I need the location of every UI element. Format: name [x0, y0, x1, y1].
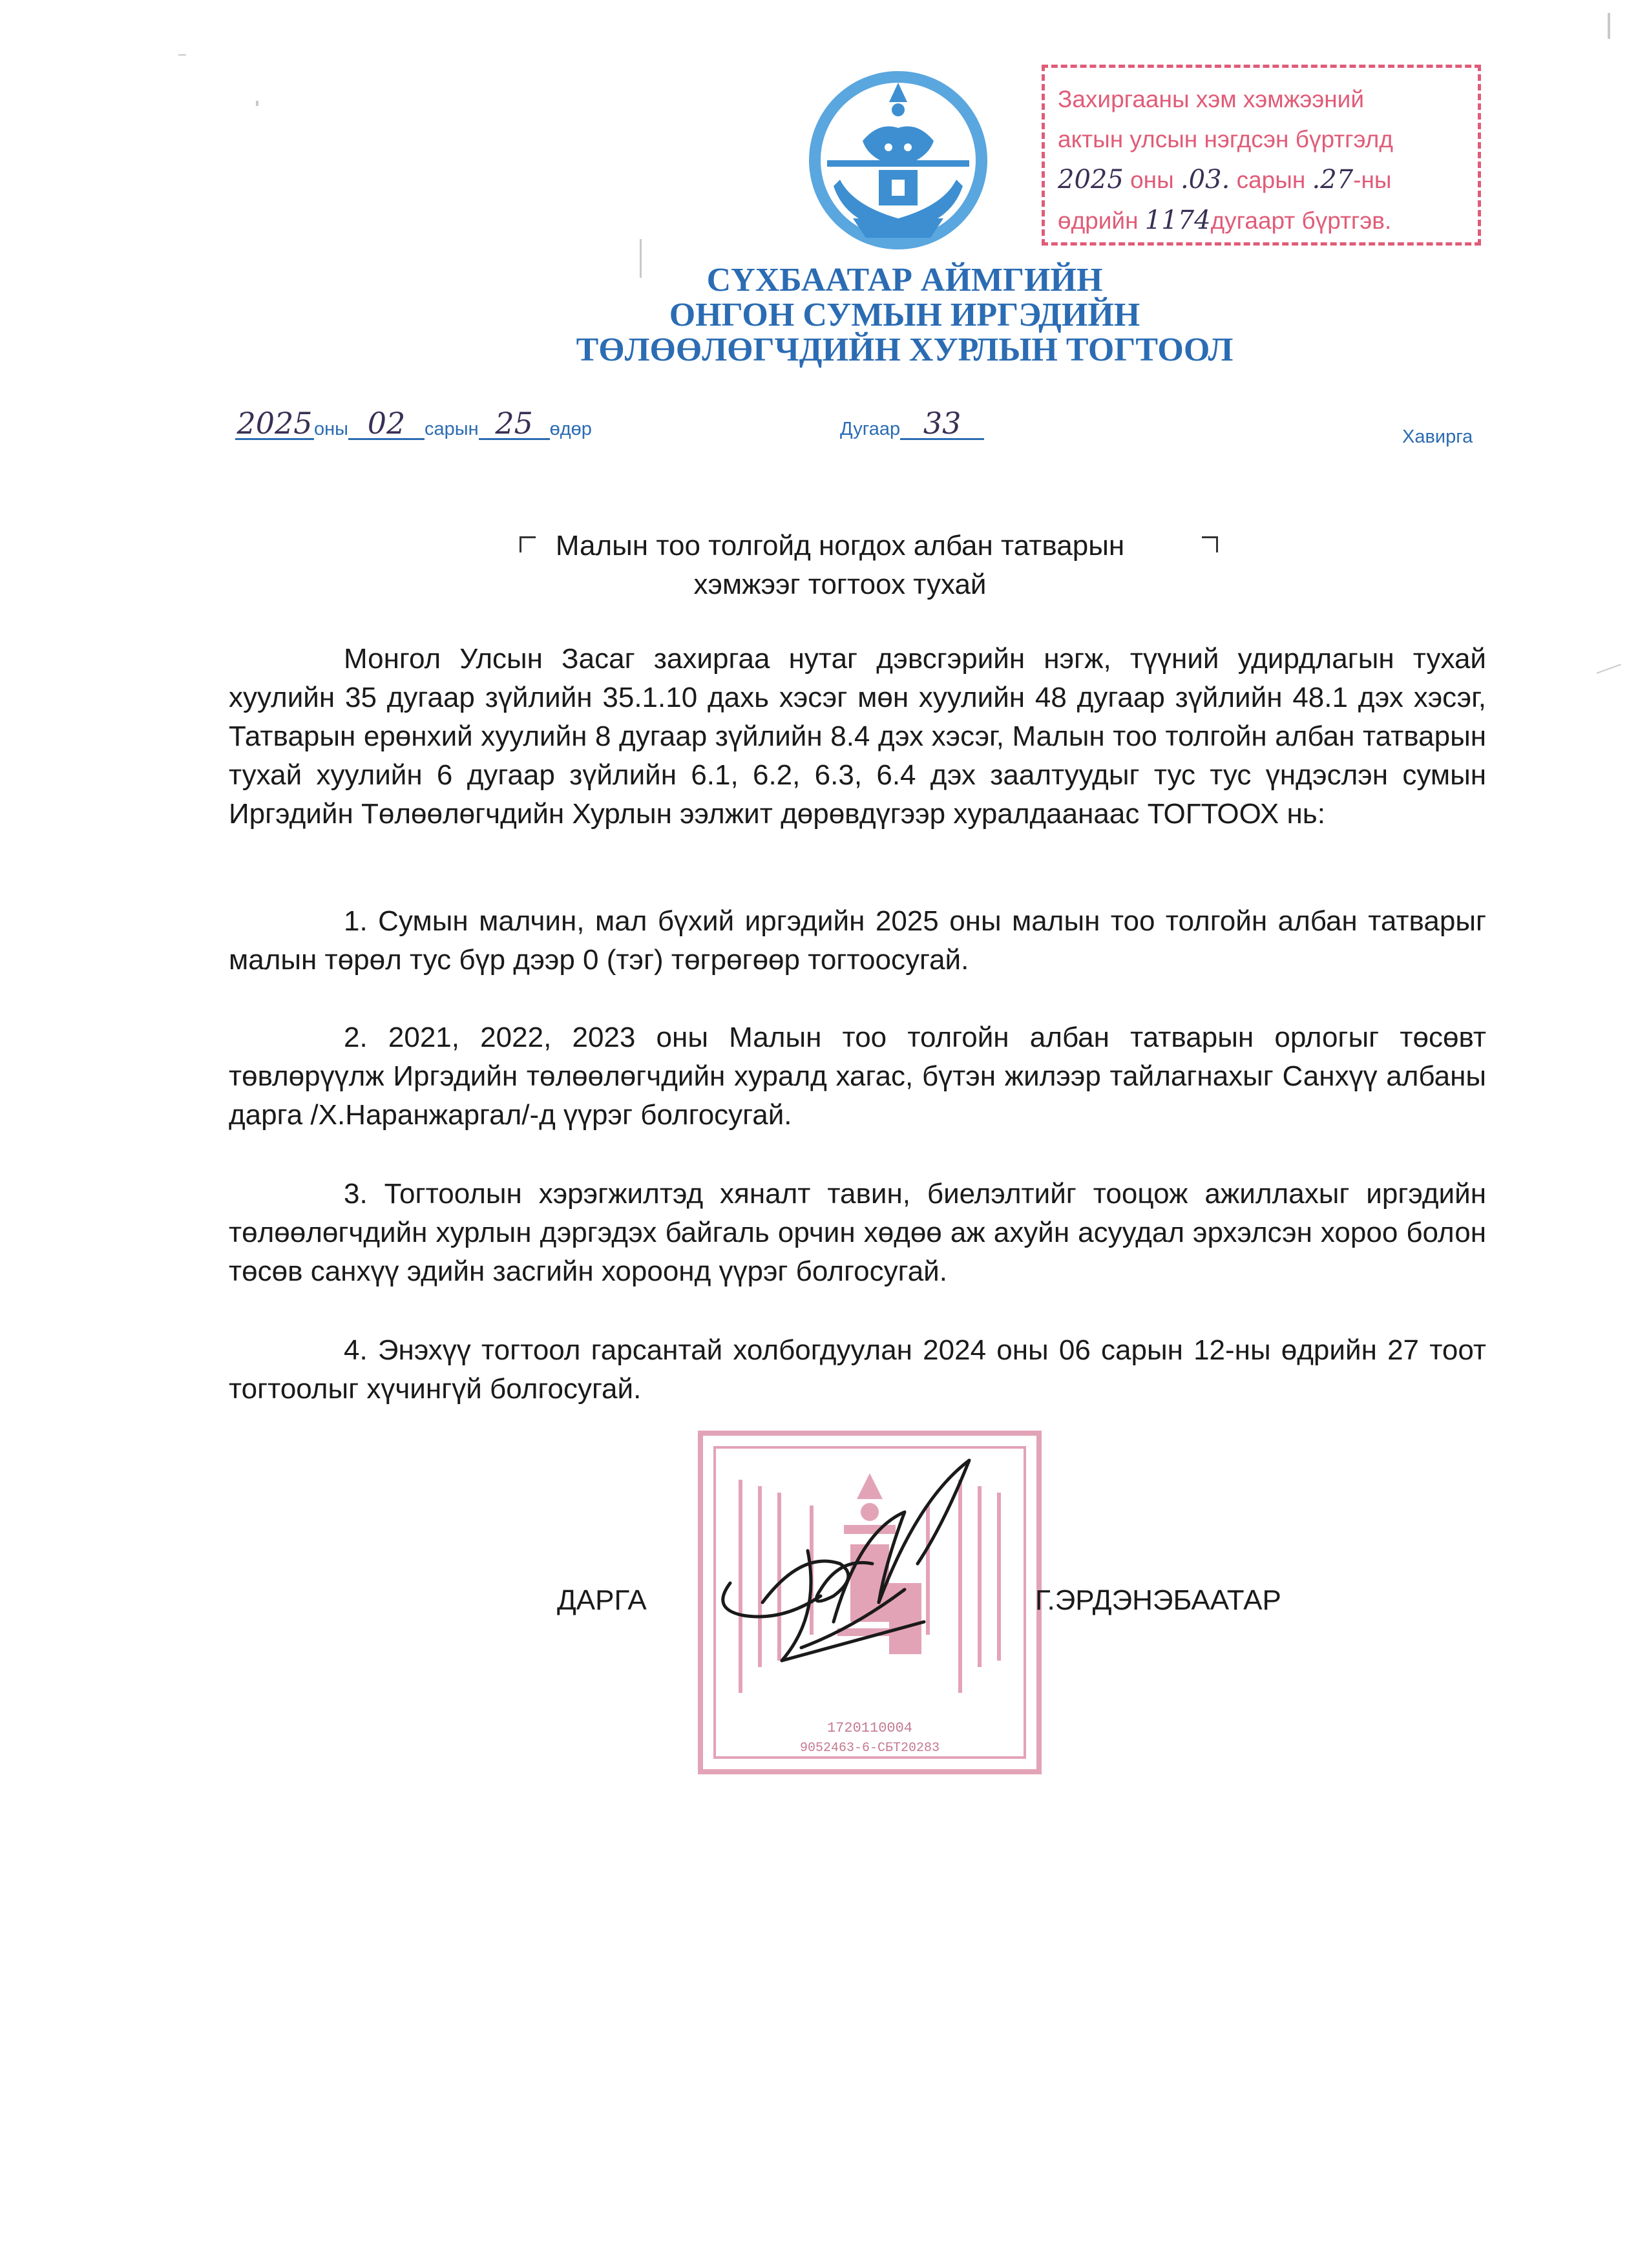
date-month: 02: [348, 408, 425, 440]
registration-stamp: [1042, 65, 1481, 246]
document-title-line-2: хэмжээг тогтоох тухай: [693, 569, 987, 600]
registration-stamp-line-4: [1058, 200, 1465, 241]
date-year-label: оны: [314, 419, 348, 439]
date-day-label: өдөр: [549, 419, 592, 439]
heading-resolution: ТӨЛӨӨЛӨГЧДИЙН ХУРЛЫН ТОГТООЛ: [576, 331, 1234, 368]
scan-mark: [256, 101, 258, 106]
document-title-line-1: Малын тоо толгойд ногдох албан татварын: [555, 530, 1125, 562]
number-label: Дугаар: [840, 419, 901, 439]
scan-mark: [1608, 13, 1610, 39]
registration-number: 1174: [1144, 205, 1211, 235]
registration-day-suffix: -ны: [1353, 167, 1392, 193]
resolution-item-3: 3. Тогтоолын хэрэгжилтэд хяналт тавин, биелэлтийг тооцож ажиллахыг иргэдийн төлөөлөгчдийн хурлын дэргэдэх байгаль орчин хөдөө аж ахуйн асуудал эрхэлсэн хороо болон төсөв санхүү эдийн засгийн хороонд үүрэг болгосугай.: [229, 1178, 1486, 1287]
resolution-item-4: 4. Энэхүү тогтоол гарсантай холбогдуулан 2024 оны 06 сарын 12-ны өдрийн 27 тоот тогтоолыг хүчингүй болгосугай.: [229, 1334, 1486, 1405]
registration-year: 2025: [1058, 165, 1124, 194]
registration-month-suffix: сарын: [1236, 167, 1306, 193]
preamble-paragraph: Монгол Улсын Засаг захиргаа нутаг дэвсгэрийн нэгж, түүний удирдлагын тухай хуулийн 35 дугаар зүйлийн 35.1.10 дахь хэсэг мөн хуулийн 48 дугаар зүйлийн 48.1 дэх хэсэг, Татварын ерөнхий хуулийн 8 дугаар зүйлийн 8.4 дэх хэсэг, Малын тоо толгойн албан татварын тухай хуулийн 6 дугаар зүйлийн 6.1, 6.2, 6.3, 6.4 дэх заалтуудыг тус тус үндэслэн сумын Иргэдийн Төлөөлөгчдийн Хурлын ээлжит дөрөвдүгээр хуралдаанаас ТОГТООХ нь:: [229, 643, 1486, 830]
seal-registry-code: 9052463-6-СБТ20283: [799, 1741, 940, 1756]
registration-month: .03.: [1180, 165, 1230, 194]
registration-stamp-line-1: Захиргааны хэм хэмжээний: [1058, 86, 1365, 112]
handwritten-signature-icon: [704, 1454, 1040, 1699]
place-name: Хавирга: [1402, 426, 1473, 447]
registration-day: .27: [1312, 165, 1354, 194]
registration-stamp-line-2: актын улсын нэгдсэн бүртгэлд: [1058, 126, 1393, 152]
date-month-label: сарын: [425, 419, 479, 439]
registration-day-word: өдрийн: [1058, 207, 1139, 234]
resolution-item-1: 1. Сумын малчин, мал бүхий иргэдийн 2025 оны малын тоо толгойн албан татварыг малын төрөл тус бүр дээр 0 (тэг) төгрөгөөр тогтоосугай.: [229, 905, 1486, 976]
signer-name: Г.ЭРДЭНЭБААТАР: [1035, 1584, 1281, 1616]
number-line: [840, 408, 984, 440]
date-line: [235, 408, 592, 440]
date-day: 25: [479, 408, 550, 440]
state-emblem-icon: [801, 63, 995, 257]
date-year: 2025: [235, 408, 314, 440]
heading-soum: ОНГОН СУМЫН ИРГЭДИЙН: [669, 297, 1140, 333]
heading-province: СҮХБААТАР АЙМГИЙН: [706, 262, 1103, 299]
seal-register-number: 1720110004: [826, 1720, 913, 1736]
registration-year-suffix: оны: [1130, 167, 1174, 193]
resolution-number: 33: [900, 408, 984, 440]
registration-tail: дугаарт бүртгэв.: [1210, 207, 1392, 234]
scan-mark: [1597, 664, 1621, 674]
resolution-item-2: 2. 2021, 2022, 2023 оны Малын тоо толгойн албан татварын орлогыг төсөвт төвлөрүүлж Иргэдийн төлөөлөгчдийн хуралд хагас, бүтэн жилээр тайлагнахыг Санхүү албаны дарга /Х.Наранжаргал/-д үүрэг болгосугай.: [229, 1022, 1486, 1131]
signer-title: ДАРГА: [557, 1584, 647, 1616]
scan-mark: [178, 54, 186, 56]
registration-stamp-line-3: [1058, 160, 1465, 200]
